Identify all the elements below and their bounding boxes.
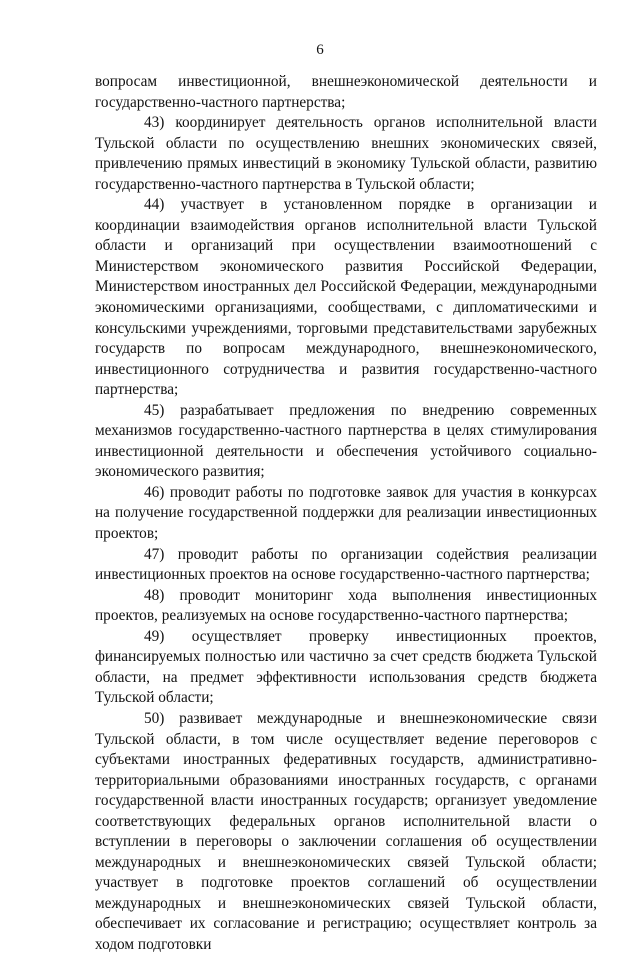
- paragraph-item-48: 48) проводит мониторинг хода выполнения инвестиционных проектов, реализуемых на основе государственно-частного партнерства;: [95, 586, 597, 625]
- paragraph-item-50: 50) развивает международные и внешнеэкономические связи Тульской области, в том числе осуществляет ведение переговоров с субъектами иностранных федеративных государств, административно-территориальными образованиями иностранных государств, с органами государственной власти иностранных государств; организует уведомление соответствующих федеральных органов исполнительной власти о вступлении в переговоры о заключении соглашения об осуществлении международных и внешнеэкономических связей Тульской области; участвует в подготовке проектов соглашений об осуществлении международных и внешнеэкономических связей Тульской области, обеспечивает их согласование и регистрацию; осуществляет контроль за ходом подготовки: [95, 709, 597, 953]
- paragraph-item-45: 45) разрабатывает предложения по внедрению современных механизмов государственно-частного партнерства в целях стимулирования инвестиционной деятельности и обеспечения устойчивого социально-экономического развития;: [95, 401, 597, 481]
- page-number: 6: [316, 42, 324, 58]
- paragraph-item-47: 47) проводит работы по организации содействия реализации инвестиционных проектов на основе государственно-частного партнерства;: [95, 545, 597, 584]
- paragraph-item-44: 44) участвует в установленном порядке в организации и координации взаимодействия органов исполнительной власти Тульской области и организаций при осуществлении взаимоотношений с Министерством экономического развития Российской Федерации, Министерством иностранных дел Российской Федерации, международными экономическими организациями, сообществами, с дипломатическими и консульскими учреждениями, торговыми представительствами зарубежных государств по вопросам международного, внешнеэкономического, инвестиционного сотрудничества и развития государственно-частного партнерства;: [95, 196, 597, 399]
- document-body: [95, 72, 597, 956]
- paragraph-item-49: 49) осуществляет проверку инвестиционных проектов, финансируемых полностью или частично за счет средств бюджета Тульской области, на предмет эффективности использования средств бюджета Тульской области;: [95, 627, 597, 707]
- paragraph-item-43: 43) координирует деятельность органов исполнительной власти Тульской области по осуществлению внешних экономических связей, привлечению прямых инвестиций в экономику Тульской области, развитию государственно-частного партнерства в Тульской области;: [95, 114, 597, 193]
- paragraph-item-46: 46) проводит работы по подготовке заявок для участия в конкурсах на получение государственной поддержки для реализации инвестиционных проектов;: [95, 483, 597, 543]
- paragraph-continuation: вопросам инвестиционной, внешнеэкономической деятельности и государственно-частного партнерства;: [95, 73, 597, 111]
